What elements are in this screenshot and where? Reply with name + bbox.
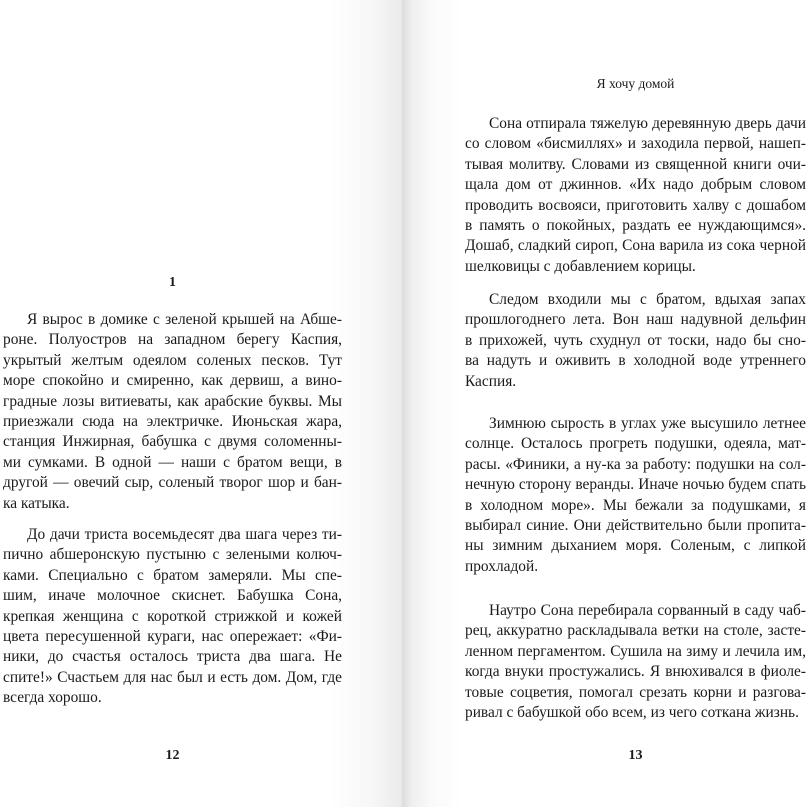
text-line: тывая молитву. Словами из священной книги очи- — [465, 155, 806, 173]
text-line: товые соцветия, помогал срезать корни и разгова- — [465, 683, 806, 701]
left-page — [0, 0, 402, 807]
paragraph — [3, 525, 342, 709]
text-line: ленном пергаментом. Сушила на зиму и лечила им, — [465, 642, 806, 660]
text-line: Дошаб, сладкий сироп, Сона варила из сока черной — [465, 237, 806, 255]
text-line: выбирал синие. Они действительно были пропита- — [465, 516, 806, 534]
paragraph — [465, 601, 806, 723]
text-line: Следом входили мы с братом, вдыхая запах — [489, 291, 806, 308]
text-line: щала дом от джиннов. «Их надо добрым словом — [465, 176, 806, 194]
text-line: станция Инжирная, бабушка с двумя соломенны- — [3, 433, 342, 451]
paragraph — [465, 414, 806, 577]
text-line: нечную сторону веранды. Иначе ночью будем спать — [465, 476, 806, 494]
page-number: 12 — [165, 748, 180, 763]
text-line: когда внуки простужались. Я внюхивался в фиоле- — [465, 663, 806, 681]
text-line: роне. Полуостров на западном берегу Каспия, — [3, 331, 342, 349]
text-line: солнце. Осталось прогреть подушки, одеяла, мат- — [465, 435, 806, 453]
text-line: До дачи триста восемьдесят два шага через ти- — [27, 526, 342, 543]
text-line: прошлогоднего лета. Вон наш надувной дельфин — [465, 311, 806, 329]
text-line: Зимнюю сырость в углах уже высушило летнее — [489, 415, 806, 432]
text-line: проводить восвояси, приготовить халву с дошабом — [465, 196, 806, 214]
text-line: Каспия. — [465, 372, 517, 390]
text-line: прохладой. — [465, 557, 539, 575]
paragraph — [465, 114, 806, 277]
text-line: в память о покойных, раздать ее нуждающимся». — [465, 216, 806, 234]
text-line: Я вырос в домике с зеленой крышей на Абше- — [27, 311, 342, 328]
text-line: ники, до счастья осталось триста два шага. Не — [3, 648, 342, 666]
text-line: ка катыка. — [3, 494, 70, 512]
right-page — [402, 0, 807, 807]
text-line: рец, аккуратно раскладывала ветки на столе, засте- — [465, 622, 806, 640]
page-number: 13 — [628, 748, 643, 763]
text-line: другой — овечий сыр, соленый творог шор и бан- — [3, 474, 342, 492]
text-line: градные лозы витиеваты, как арабские буквы. Мы — [3, 392, 342, 410]
paragraph — [3, 310, 342, 514]
text-line: ва надуть и оживить в холодной воде утреннего — [465, 352, 806, 370]
text-line: со словом «бисмиллях» и заходила первой, нашеп- — [465, 135, 806, 153]
chapter-number: 1 — [169, 275, 176, 290]
text-line: расы. «Финики, а ну-ка за работу: подушки на сол- — [465, 455, 806, 473]
text-line: ривал с бабушкой обо всем, из чего соткана жизнь. — [465, 703, 799, 721]
text-line: ками. Специально с братом замеряли. Мы спе- — [3, 566, 342, 584]
text-line: цвета пересушенной кураги, нас опережает: «Фи- — [3, 627, 342, 645]
text-line: Наутро Сона перебирала сорванный в саду чаб- — [489, 602, 806, 619]
running-head: Я хочу домой — [596, 76, 675, 91]
text-line: крепкая женщина с короткой стрижкой и кожей — [3, 607, 342, 625]
text-line: приезжали сюда на электричке. Июньская жара, — [3, 412, 342, 430]
text-line: всегда хорошо. — [3, 689, 102, 707]
text-line: пично абшеронскую пустыню с зелеными колюч- — [3, 546, 342, 564]
text-line: спите!» Счастьем для нас был и есть дом. Дом, где — [3, 668, 342, 686]
text-line: море спокойно и смиренно, как дервиш, а вино- — [3, 372, 342, 390]
text-line: шелковицы с добавлением корицы. — [465, 257, 696, 275]
paragraph — [465, 290, 806, 392]
text-line: ми сумками. В одной — наши с братом вещи, в — [3, 453, 342, 471]
text-line: укрытый желтым одеялом соленых песков. Тут — [3, 351, 342, 369]
text-line: в прихожей, чуть схуднул от тоски, надо бы сно- — [465, 331, 806, 349]
text-line: ны зимним дыханием моря. Соленым, с липкой — [465, 537, 806, 555]
text-line: шим, иначе молочное скиснет. Бабушка Сона, — [3, 587, 342, 605]
text-line: Сона отпирала тяжелую деревянную дверь дачи — [489, 115, 806, 132]
text-line: в холодном море». Мы бежали за подушками, я — [465, 496, 806, 514]
